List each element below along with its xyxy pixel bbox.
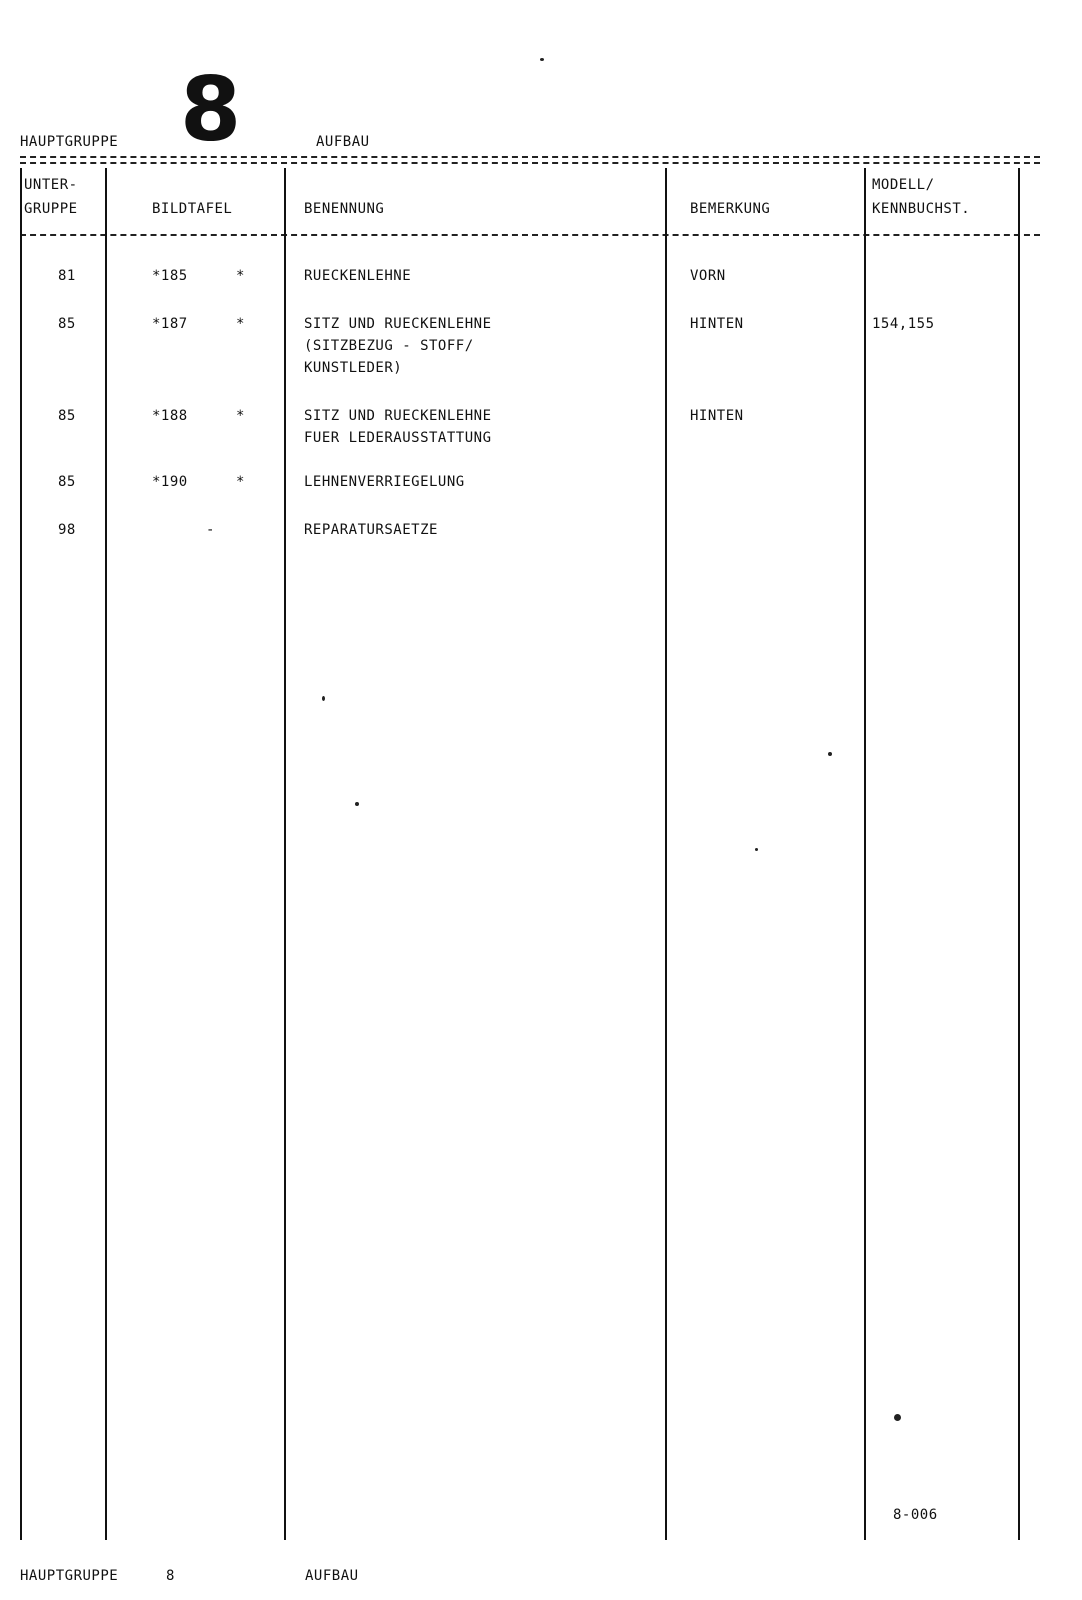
- column-divider-1: [105, 168, 107, 1540]
- scan-speck: [755, 848, 758, 851]
- page-number: 8-006: [893, 1507, 938, 1523]
- cell-bildtafel: *190: [152, 474, 188, 490]
- cell-untergruppe: 85: [58, 474, 76, 490]
- cell-untergruppe: 98: [58, 522, 76, 538]
- header-double-rule: [20, 156, 1040, 164]
- col-header-modell-line2: KENNBUCHST.: [872, 201, 971, 217]
- cell-benennung-line: LEHNENVERRIEGELUNG: [304, 474, 465, 490]
- column-divider-left: [20, 168, 22, 1540]
- cell-benennung-line: SITZ UND RUECKENLEHNE: [304, 408, 492, 424]
- footer-group-number: 8: [166, 1568, 175, 1584]
- col-header-bemerkung: BEMERKUNG: [690, 201, 771, 217]
- cell-bildtafel: *187: [152, 316, 188, 332]
- cell-bemerkung: HINTEN: [690, 408, 744, 424]
- cell-bildtafel: *185: [152, 268, 188, 284]
- cell-untergruppe: 85: [58, 408, 76, 424]
- cell-untergruppe: 81: [58, 268, 76, 284]
- footer-group-title: AUFBAU: [305, 1568, 359, 1584]
- cell-untergruppe: 85: [58, 316, 76, 332]
- column-divider-4: [864, 168, 866, 1540]
- column-divider-2: [284, 168, 286, 1540]
- cell-bildtafel: -: [206, 522, 215, 538]
- cell-bildtafel-mark: *: [236, 408, 245, 424]
- header-group-label: HAUPTGRUPPE: [20, 134, 119, 150]
- cell-benennung-line: REPARATURSAETZE: [304, 522, 438, 538]
- scan-speck: [322, 696, 325, 701]
- cell-benennung-line: (SITZBEZUG - STOFF/: [304, 338, 474, 354]
- col-header-untergruppe-line2: GRUPPE: [24, 201, 78, 217]
- col-header-bildtafel: BILDTAFEL: [152, 201, 233, 217]
- cell-bemerkung: VORN: [690, 268, 726, 284]
- col-header-untergruppe-line1: UNTER-: [24, 177, 78, 193]
- cell-modell: 154,155: [872, 316, 935, 332]
- col-header-modell-line1: MODELL/: [872, 177, 935, 193]
- column-divider-3: [665, 168, 667, 1540]
- cell-benennung-line: SITZ UND RUECKENLEHNE: [304, 316, 492, 332]
- column-divider-right: [1018, 168, 1020, 1540]
- scan-speck: [828, 752, 832, 756]
- header-group-title: AUFBAU: [316, 134, 370, 150]
- column-header-rule: [20, 234, 1040, 236]
- cell-benennung-line: RUECKENLEHNE: [304, 268, 412, 284]
- cell-benennung-line: FUER LEDERAUSSTATTUNG: [304, 430, 492, 446]
- scan-speck: [894, 1414, 901, 1421]
- footer-group-label: HAUPTGRUPPE: [20, 1568, 119, 1584]
- cell-bildtafel-mark: *: [236, 316, 245, 332]
- cell-bildtafel-mark: *: [236, 268, 245, 284]
- cell-benennung-line: KUNSTLEDER): [304, 360, 403, 376]
- cell-bildtafel: *188: [152, 408, 188, 424]
- scan-speck: [540, 58, 544, 61]
- col-header-benennung: BENENNUNG: [304, 201, 385, 217]
- header-group-number: 8: [180, 58, 242, 161]
- cell-bemerkung: HINTEN: [690, 316, 744, 332]
- scan-speck: [355, 802, 359, 806]
- cell-bildtafel-mark: *: [236, 474, 245, 490]
